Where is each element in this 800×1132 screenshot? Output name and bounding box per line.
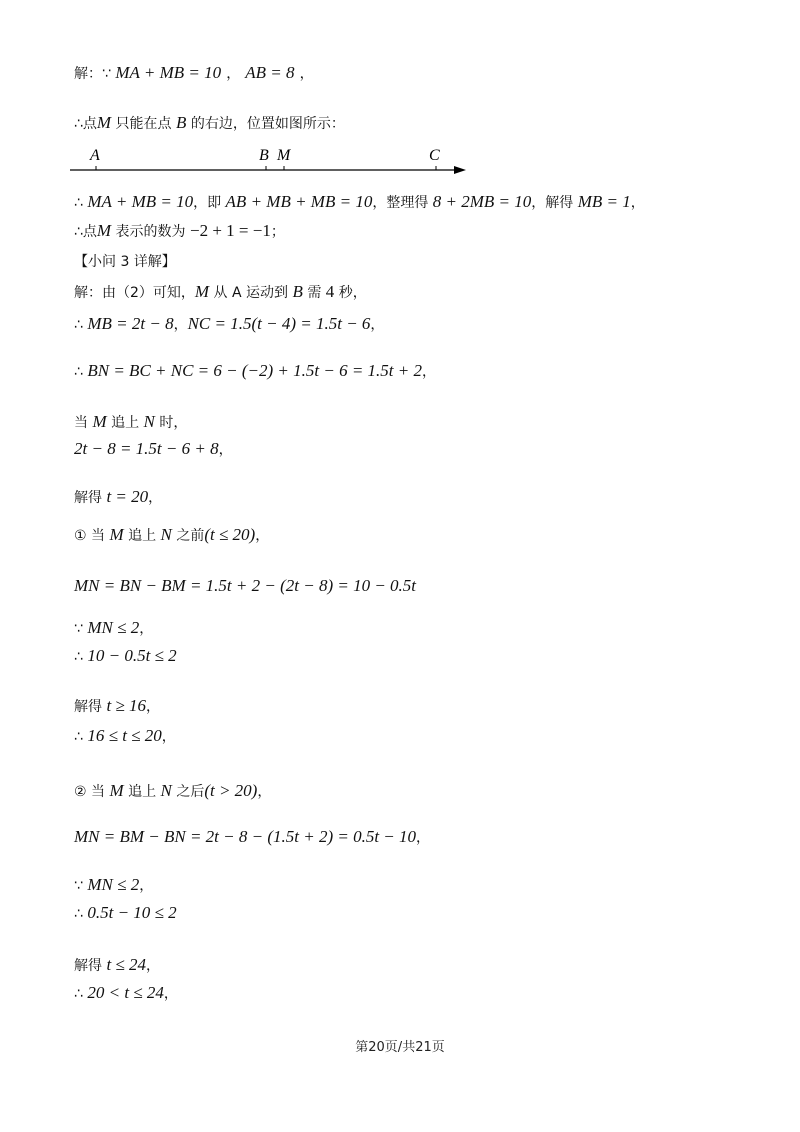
text: 当	[74, 415, 93, 431]
line-8	[74, 362, 436, 379]
math: 0.5t − 10 ≤ 2	[87, 903, 177, 922]
text: ∴	[74, 729, 88, 745]
number-line-figure	[70, 142, 470, 180]
text: 时，	[154, 415, 188, 431]
math: MN ≤ 2	[87, 875, 140, 894]
line-14	[74, 619, 153, 636]
text: 之前	[171, 528, 205, 544]
text: ② 当	[74, 784, 110, 800]
text: ，	[226, 66, 241, 82]
math: M	[96, 113, 112, 132]
text: ，	[173, 317, 188, 333]
math: M	[109, 525, 124, 544]
text: ，	[139, 878, 154, 894]
line-7	[74, 315, 384, 332]
text: 从 A 运动到	[209, 285, 293, 301]
text: 解得	[74, 699, 107, 715]
text: ∴	[74, 195, 88, 211]
line-19	[74, 828, 430, 845]
line-2	[74, 114, 345, 131]
text: ∴点	[74, 224, 97, 240]
text: ，	[139, 621, 154, 637]
text: ∴	[74, 906, 88, 922]
text: 追上	[123, 784, 161, 800]
line-21	[74, 904, 177, 921]
math: 2t − 8 = 1.5t − 6 + 8	[74, 439, 219, 458]
text: 追上	[106, 415, 144, 431]
text: ∴	[74, 649, 88, 665]
text: 解：∵	[74, 66, 116, 82]
line-1	[74, 64, 314, 81]
math: BN = BC + NC = 6 − (−2) + 1.5t − 6 = 1.5t + 2	[87, 361, 422, 380]
math: t ≤ 24	[106, 955, 147, 974]
math: t = 20	[106, 487, 149, 506]
line-15	[74, 647, 177, 664]
line-12	[74, 526, 269, 543]
label-a: A	[90, 147, 100, 164]
text: 只能在点	[111, 116, 176, 132]
text: ∴点	[74, 116, 97, 132]
line-4	[74, 222, 285, 239]
text: ∴	[74, 364, 88, 380]
math: AB = 8	[245, 63, 295, 82]
text: ，	[163, 986, 178, 1002]
text: ，	[148, 490, 163, 506]
math: B	[292, 282, 303, 301]
math: N	[143, 412, 155, 431]
line-16	[74, 697, 160, 714]
math: AB + MB + MB = 10	[225, 192, 373, 211]
line-22	[74, 956, 160, 973]
line-18	[74, 782, 271, 799]
text: ，整理得	[372, 195, 433, 211]
text: ∴	[74, 317, 88, 333]
math: (t ≤ 20)	[204, 525, 256, 544]
label-m: M	[277, 147, 291, 164]
math: (t > 20)	[204, 781, 258, 800]
label-b: B	[259, 147, 269, 164]
math: N	[160, 525, 172, 544]
text: ，	[370, 317, 385, 333]
text: 解：由（2）可知，	[74, 285, 195, 301]
text: ，	[255, 528, 270, 544]
text: 的右边，位置如图所示：	[186, 116, 345, 132]
math: M	[96, 221, 112, 240]
math: NC = 1.5(t − 4) = 1.5t − 6	[187, 314, 371, 333]
math: 10 − 0.5t ≤ 2	[87, 646, 177, 665]
text: ，解得	[531, 195, 578, 211]
math: −2 + 1 = −1	[190, 221, 271, 240]
arrow-head-icon	[454, 166, 466, 174]
math: N	[160, 781, 172, 800]
text: ，	[422, 364, 436, 380]
math: t ≥ 16	[106, 696, 147, 715]
math: M	[109, 781, 124, 800]
text: ∴	[74, 986, 88, 1002]
text: 追上	[123, 528, 161, 544]
line-3	[74, 193, 645, 210]
math: MB = 1	[577, 192, 631, 211]
line-6	[74, 283, 367, 300]
text: ，	[299, 66, 314, 82]
text: ，即	[193, 195, 226, 211]
line-23	[74, 984, 178, 1001]
text: ；	[270, 224, 285, 240]
text: 表示的数为	[111, 224, 190, 240]
section-heading: 【小问 3 详解】	[74, 254, 176, 270]
math: 16 ≤ t ≤ 20	[87, 726, 162, 745]
text: 需	[302, 285, 326, 301]
math: MA + MB = 10	[115, 63, 222, 82]
text: 解得	[74, 958, 107, 974]
text: ，	[218, 442, 233, 458]
math: MN ≤ 2	[87, 618, 140, 637]
text: ∵	[74, 621, 88, 637]
math: 20 < t ≤ 24	[87, 983, 164, 1002]
text: ① 当	[74, 528, 110, 544]
label-c: C	[429, 147, 440, 164]
line-10	[74, 440, 233, 457]
math: M	[194, 282, 210, 301]
math: MA + MB = 10	[87, 192, 194, 211]
math: 4	[325, 282, 335, 301]
text: 秒，	[334, 285, 367, 301]
line-9	[74, 413, 187, 430]
math: MB = 2t − 8	[87, 314, 174, 333]
math: 8 + 2MB = 10	[432, 192, 532, 211]
page-footer: 第20页/共21页	[355, 1040, 445, 1055]
text: ，	[416, 830, 431, 846]
text: 之后	[171, 784, 205, 800]
math: MN = BN − BM = 1.5t + 2 − (2t − 8) = 10 − 0.5t	[74, 576, 417, 595]
line-20	[74, 876, 153, 893]
text: ，	[257, 784, 272, 800]
line-17	[74, 727, 176, 744]
text: ，	[630, 195, 645, 211]
math: B	[176, 113, 187, 132]
line-13	[74, 577, 416, 594]
text: ，	[146, 699, 161, 715]
text: 解得	[74, 490, 107, 506]
line-11	[74, 488, 162, 505]
text: ∵	[74, 878, 88, 894]
text: ，	[146, 958, 161, 974]
math: M	[92, 412, 107, 431]
text: ，	[161, 729, 176, 745]
math: MN = BM − BN = 2t − 8 − (1.5t + 2) = 0.5t − 10	[74, 827, 417, 846]
